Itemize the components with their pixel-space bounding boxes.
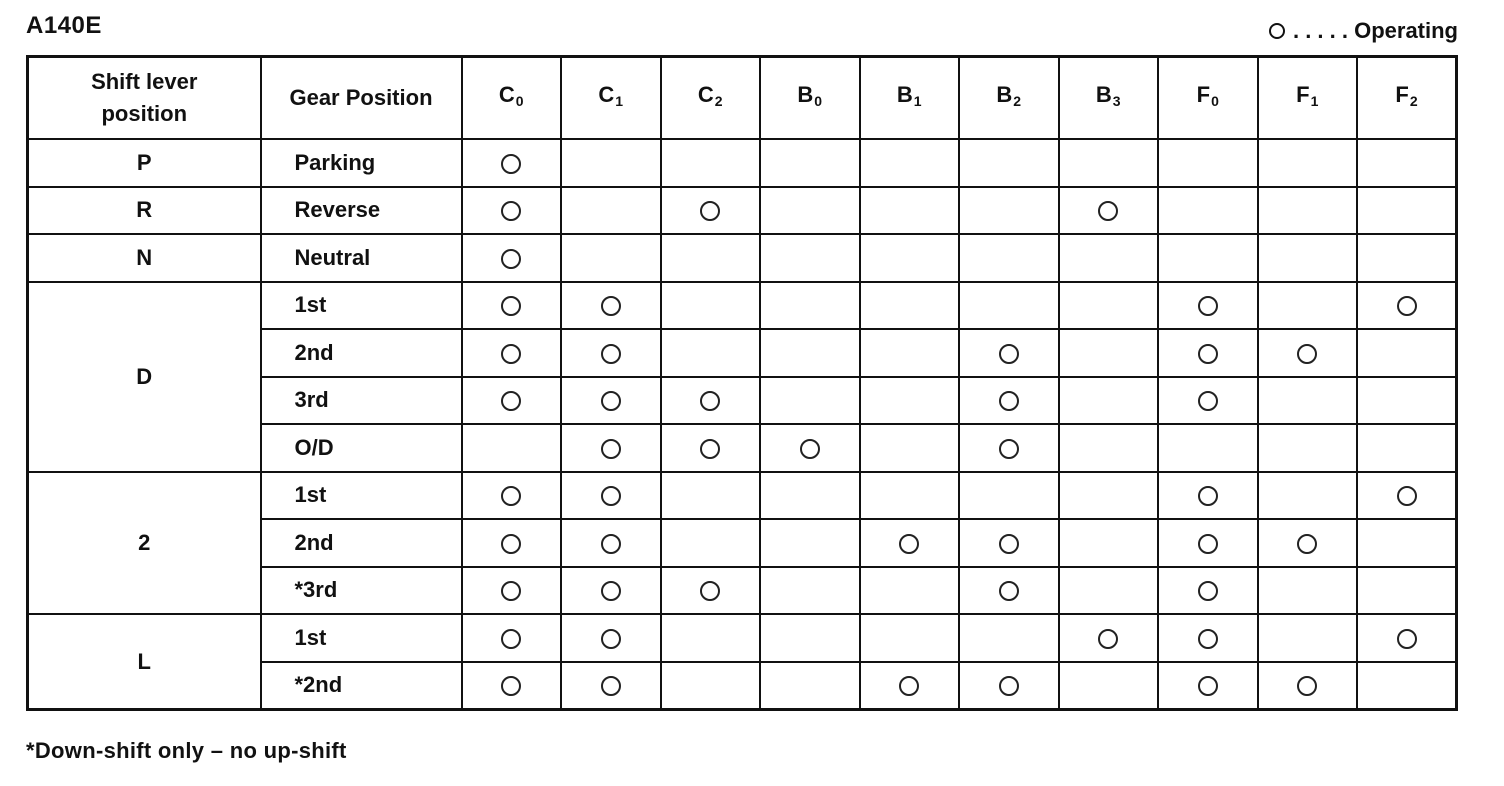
operation-cell bbox=[1059, 424, 1159, 472]
element-header-c0 bbox=[462, 57, 562, 140]
element-header-b2 bbox=[959, 57, 1059, 140]
operation-cell bbox=[959, 329, 1059, 377]
shift-lever-cell: R bbox=[28, 187, 261, 235]
shift-lever-cell: L bbox=[28, 614, 261, 710]
element-header-f2 bbox=[1357, 57, 1457, 140]
operation-cell bbox=[462, 282, 562, 330]
operation-cell bbox=[561, 234, 661, 282]
operation-cell bbox=[661, 614, 761, 662]
operation-cell bbox=[1158, 377, 1258, 425]
operation-cell bbox=[561, 662, 661, 710]
operation-cell bbox=[1357, 282, 1457, 330]
operation-cell bbox=[462, 377, 562, 425]
gear-position-cell: *3rd bbox=[261, 567, 462, 615]
operation-cell bbox=[860, 139, 960, 187]
operation-cell bbox=[462, 234, 562, 282]
operation-cell bbox=[760, 282, 860, 330]
operating-circle-icon bbox=[1198, 391, 1218, 411]
element-header-c1 bbox=[561, 57, 661, 140]
operation-cell bbox=[1357, 472, 1457, 520]
operation-cell bbox=[561, 139, 661, 187]
operation-cell bbox=[561, 567, 661, 615]
gear-position-cell: Reverse bbox=[261, 187, 462, 235]
element-letter: C bbox=[498, 82, 515, 107]
operating-circle-icon bbox=[999, 344, 1019, 364]
operating-circle-icon bbox=[501, 154, 521, 174]
shift-lever-cell: P bbox=[28, 139, 261, 187]
operating-circle-icon bbox=[501, 249, 521, 269]
element-letter: F bbox=[1296, 82, 1310, 107]
operation-cell bbox=[1059, 567, 1159, 615]
operation-cell bbox=[1258, 424, 1358, 472]
operation-cell bbox=[561, 377, 661, 425]
operating-circle-icon bbox=[601, 296, 621, 316]
table-row bbox=[28, 614, 1457, 662]
operating-circle-icon bbox=[800, 439, 820, 459]
operating-circle-icon bbox=[700, 391, 720, 411]
element-letter: B bbox=[996, 82, 1013, 107]
operation-cell bbox=[1357, 139, 1457, 187]
operation-cell bbox=[1357, 187, 1457, 235]
operation-cell bbox=[661, 424, 761, 472]
operation-cell bbox=[1059, 662, 1159, 710]
operation-cell bbox=[1158, 187, 1258, 235]
operating-circle-icon bbox=[1397, 296, 1417, 316]
operating-circle-icon bbox=[1397, 486, 1417, 506]
operation-cell bbox=[1258, 234, 1358, 282]
operation-cell bbox=[1158, 472, 1258, 520]
operation-cell bbox=[1158, 662, 1258, 710]
operation-cell bbox=[1357, 424, 1457, 472]
table-row bbox=[28, 472, 1457, 520]
operating-circle-icon bbox=[1198, 344, 1218, 364]
operation-table bbox=[26, 55, 1458, 711]
element-letter: B bbox=[1095, 82, 1112, 107]
operation-cell bbox=[860, 662, 960, 710]
operation-cell bbox=[661, 377, 761, 425]
operation-cell bbox=[760, 377, 860, 425]
operating-circle-icon bbox=[999, 439, 1019, 459]
element-header-b3 bbox=[1059, 57, 1159, 140]
gear-position-cell: 1st bbox=[261, 472, 462, 520]
operating-circle-icon bbox=[1397, 629, 1417, 649]
operation-cell bbox=[1059, 614, 1159, 662]
footnote: *Down-shift only – no up-shift bbox=[26, 738, 347, 763]
gear-position-cell: 1st bbox=[261, 282, 462, 330]
element-header-f1 bbox=[1258, 57, 1358, 140]
operation-cell bbox=[561, 519, 661, 567]
operation-cell bbox=[959, 614, 1059, 662]
operation-cell bbox=[661, 329, 761, 377]
table-row bbox=[28, 234, 1457, 282]
element-letter: C bbox=[697, 82, 714, 107]
operation-cell bbox=[760, 662, 860, 710]
operation-cell bbox=[959, 424, 1059, 472]
operating-circle-icon bbox=[501, 391, 521, 411]
operation-cell bbox=[462, 424, 562, 472]
operation-cell bbox=[1158, 329, 1258, 377]
operating-circle-icon bbox=[501, 201, 521, 221]
operation-cell bbox=[860, 187, 960, 235]
operating-circle-icon bbox=[999, 581, 1019, 601]
operation-cell bbox=[1258, 567, 1358, 615]
operation-cell bbox=[462, 329, 562, 377]
operation-cell bbox=[760, 139, 860, 187]
operating-circle-icon bbox=[1098, 629, 1118, 649]
table-row bbox=[28, 187, 1457, 235]
element-subscript: 1 bbox=[1310, 93, 1319, 109]
operation-cell bbox=[1357, 662, 1457, 710]
operation-cell bbox=[1258, 377, 1358, 425]
operating-circle-icon bbox=[601, 439, 621, 459]
operation-cell bbox=[561, 187, 661, 235]
operation-cell bbox=[462, 567, 562, 615]
operation-cell bbox=[661, 187, 761, 235]
operating-circle-icon bbox=[601, 486, 621, 506]
table-row bbox=[28, 139, 1457, 187]
element-subscript: 0 bbox=[814, 93, 823, 109]
element-header-b0 bbox=[760, 57, 860, 140]
operating-circle-icon bbox=[601, 391, 621, 411]
operation-cell bbox=[760, 234, 860, 282]
operation-cell bbox=[1258, 187, 1358, 235]
operation-cell bbox=[959, 187, 1059, 235]
operation-cell bbox=[860, 377, 960, 425]
operating-circle-icon bbox=[1198, 581, 1218, 601]
element-subscript: 0 bbox=[1211, 93, 1219, 109]
operating-circle-icon bbox=[700, 201, 720, 221]
gear-position-cell: 2nd bbox=[261, 519, 462, 567]
operation-cell bbox=[462, 519, 562, 567]
operation-cell bbox=[1059, 377, 1159, 425]
operating-circle-icon bbox=[1297, 534, 1317, 554]
operation-cell bbox=[760, 519, 860, 567]
operation-cell bbox=[1059, 139, 1159, 187]
operation-cell bbox=[1059, 329, 1159, 377]
operation-cell bbox=[561, 424, 661, 472]
operating-circle-icon bbox=[1198, 534, 1218, 554]
operation-cell bbox=[860, 424, 960, 472]
operation-cell bbox=[959, 662, 1059, 710]
operating-circle-icon bbox=[501, 676, 521, 696]
operation-cell bbox=[462, 139, 562, 187]
operating-circle-icon bbox=[1198, 296, 1218, 316]
element-letter: F bbox=[1395, 82, 1409, 107]
operating-circle-icon bbox=[601, 581, 621, 601]
operating-circle-icon bbox=[501, 344, 521, 364]
shift-lever-cell: 2 bbox=[28, 472, 261, 615]
shift-lever-cell: D bbox=[28, 282, 261, 472]
element-letter: B bbox=[797, 82, 814, 107]
operation-cell bbox=[1059, 187, 1159, 235]
operation-cell bbox=[860, 329, 960, 377]
operation-cell bbox=[1357, 567, 1457, 615]
operating-circle-icon bbox=[501, 629, 521, 649]
gear-position-cell: O/D bbox=[261, 424, 462, 472]
operation-cell bbox=[1258, 614, 1358, 662]
operation-cell bbox=[462, 662, 562, 710]
element-header-b1 bbox=[860, 57, 960, 140]
operation-cell bbox=[959, 139, 1059, 187]
operation-cell bbox=[1258, 662, 1358, 710]
operation-cell bbox=[959, 234, 1059, 282]
operating-circle-icon bbox=[700, 581, 720, 601]
operation-cell bbox=[1158, 282, 1258, 330]
gear-position-header: Gear Position bbox=[261, 57, 462, 140]
operating-circle-icon bbox=[999, 534, 1019, 554]
operation-cell bbox=[1158, 139, 1258, 187]
gear-position-cell: Neutral bbox=[261, 234, 462, 282]
operation-cell bbox=[661, 567, 761, 615]
shift-lever-header-line1: Shift lever bbox=[91, 69, 198, 94]
operation-cell bbox=[1158, 567, 1258, 615]
element-subscript: 0 bbox=[515, 93, 524, 109]
operation-cell bbox=[760, 424, 860, 472]
operation-cell bbox=[959, 472, 1059, 520]
operation-cell bbox=[760, 567, 860, 615]
operation-cell bbox=[1357, 329, 1457, 377]
operation-cell bbox=[959, 519, 1059, 567]
gear-position-cell: 1st bbox=[261, 614, 462, 662]
table-body bbox=[28, 139, 1457, 710]
operation-cell bbox=[760, 329, 860, 377]
operation-cell bbox=[561, 614, 661, 662]
operation-cell bbox=[760, 614, 860, 662]
operating-circle-icon bbox=[601, 676, 621, 696]
operation-cell bbox=[1059, 234, 1159, 282]
operating-circle-icon bbox=[999, 391, 1019, 411]
operation-cell bbox=[860, 472, 960, 520]
operating-circle-icon bbox=[501, 296, 521, 316]
element-letter: F bbox=[1196, 82, 1211, 107]
operation-cell bbox=[661, 139, 761, 187]
operating-circle-icon bbox=[601, 534, 621, 554]
operating-circle-icon bbox=[1297, 676, 1317, 696]
operating-circle-icon bbox=[700, 439, 720, 459]
operation-cell bbox=[1059, 282, 1159, 330]
operating-circle-icon bbox=[999, 676, 1019, 696]
gear-position-cell: 2nd bbox=[261, 329, 462, 377]
operation-cell bbox=[1158, 424, 1258, 472]
operation-cell bbox=[860, 614, 960, 662]
shift-lever-header-line2: position bbox=[101, 101, 188, 126]
operation-cell bbox=[561, 282, 661, 330]
operation-cell bbox=[760, 187, 860, 235]
element-subscript: 1 bbox=[913, 93, 922, 109]
gear-position-cell: 3rd bbox=[261, 377, 462, 425]
operation-cell bbox=[959, 377, 1059, 425]
gear-position-cell: *2nd bbox=[261, 662, 462, 710]
operation-cell bbox=[860, 234, 960, 282]
gear-position-cell: Parking bbox=[261, 139, 462, 187]
operation-cell bbox=[1258, 139, 1358, 187]
operation-cell bbox=[860, 567, 960, 615]
element-subscript: 2 bbox=[714, 93, 723, 109]
operating-circle-icon bbox=[899, 534, 919, 554]
operation-cell bbox=[1258, 282, 1358, 330]
operation-cell bbox=[561, 472, 661, 520]
operating-circle-icon bbox=[501, 581, 521, 601]
element-header-c2 bbox=[661, 57, 761, 140]
operation-cell bbox=[1357, 377, 1457, 425]
operation-cell bbox=[1059, 472, 1159, 520]
operation-cell bbox=[1258, 519, 1358, 567]
header-row bbox=[28, 57, 1457, 140]
operation-cell bbox=[1158, 519, 1258, 567]
element-letter: B bbox=[896, 82, 913, 107]
element-letter: C bbox=[598, 82, 615, 107]
operation-cell bbox=[860, 519, 960, 567]
operating-circle-icon bbox=[1198, 629, 1218, 649]
operation-cell bbox=[1357, 519, 1457, 567]
document-title: A140E bbox=[26, 12, 102, 39]
operation-cell bbox=[1158, 614, 1258, 662]
operation-cell bbox=[1357, 614, 1457, 662]
element-subscript: 1 bbox=[615, 93, 624, 109]
operating-circle-icon bbox=[1297, 344, 1317, 364]
operation-cell bbox=[959, 567, 1059, 615]
operating-circle-icon bbox=[1269, 23, 1285, 39]
element-subscript: 2 bbox=[1409, 93, 1418, 109]
operating-circle-icon bbox=[501, 486, 521, 506]
operation-cell bbox=[1158, 234, 1258, 282]
legend bbox=[1269, 18, 1458, 44]
operating-circle-icon bbox=[601, 344, 621, 364]
operation-cell bbox=[462, 472, 562, 520]
operation-cell bbox=[462, 187, 562, 235]
operation-cell bbox=[462, 614, 562, 662]
operation-cell bbox=[1357, 234, 1457, 282]
element-header-f0 bbox=[1158, 57, 1258, 140]
operation-cell bbox=[1258, 472, 1358, 520]
operation-cell bbox=[661, 472, 761, 520]
operating-circle-icon bbox=[899, 676, 919, 696]
operation-cell bbox=[661, 519, 761, 567]
operating-circle-icon bbox=[601, 629, 621, 649]
operation-cell bbox=[661, 662, 761, 710]
operation-cell bbox=[860, 282, 960, 330]
operation-cell bbox=[959, 282, 1059, 330]
operation-cell bbox=[561, 329, 661, 377]
shift-lever-header bbox=[28, 57, 261, 140]
operation-cell bbox=[1258, 329, 1358, 377]
operating-circle-icon bbox=[1198, 676, 1218, 696]
operation-cell bbox=[1059, 519, 1159, 567]
operating-circle-icon bbox=[501, 534, 521, 554]
operation-cell bbox=[760, 472, 860, 520]
operating-circle-icon bbox=[1198, 486, 1218, 506]
table-row bbox=[28, 282, 1457, 330]
shift-lever-cell: N bbox=[28, 234, 261, 282]
operating-circle-icon bbox=[1098, 201, 1118, 221]
legend-text: . . . . . Operating bbox=[1292, 18, 1458, 43]
element-subscript: 3 bbox=[1112, 93, 1121, 109]
operation-cell bbox=[661, 282, 761, 330]
element-subscript: 2 bbox=[1013, 93, 1022, 109]
operation-cell bbox=[661, 234, 761, 282]
